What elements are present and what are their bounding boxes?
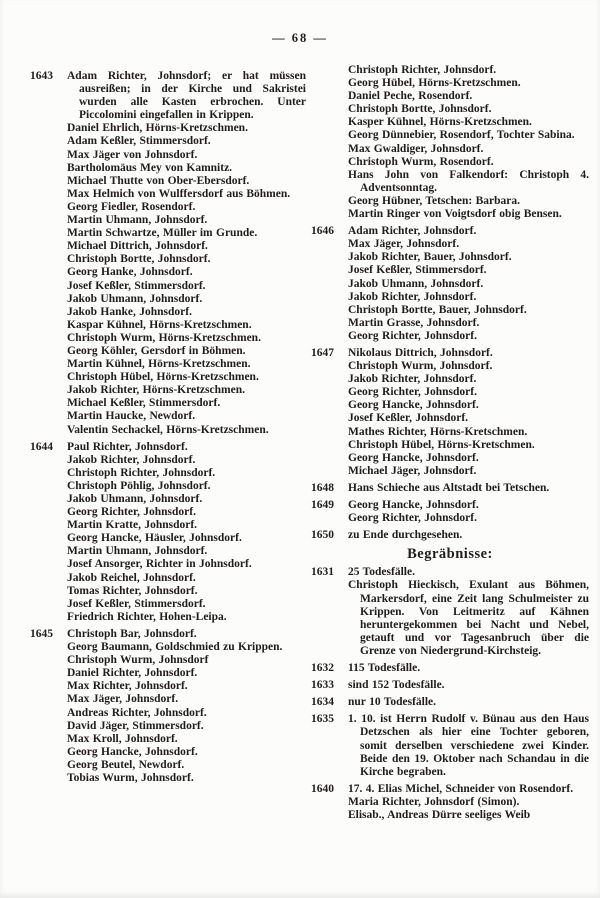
- register-entry: Adam Keßler, Stimmersdorf.: [67, 135, 211, 148]
- register-entry: Jakob Richter, Hörns-Kretzschmen.: [67, 384, 245, 397]
- year-block: [311, 64, 589, 221]
- register-entry: Christoph Wurm, Hörns-Kretzschmen.: [67, 331, 261, 344]
- register-entry: Georg Dünnebier, Rosendorf, Tochter Sabina.: [348, 129, 575, 142]
- register-entry: Tomas Richter, Johnsdorf.: [67, 584, 198, 597]
- register-entry: Josef Keßler, Stimmersdorf.: [67, 597, 206, 610]
- register-entry: Daniel Richter, Johnsdorf.: [67, 667, 198, 680]
- register-entry: Michael Keßler, Stimmersdorf.: [67, 397, 221, 410]
- register-entry: Christoph Bar, Johnsdorf.: [67, 627, 197, 640]
- year-label: 1635: [311, 713, 334, 726]
- register-entry: Georg Hübner, Tetschen: Barbara.: [348, 194, 520, 207]
- entry-list: [348, 529, 589, 542]
- register-entry: Christoph Wurm, Johnsdorf.: [348, 360, 493, 373]
- register-entry: Max Jäger, Johnsdorf.: [348, 238, 460, 251]
- register-entry: Jakob Uhmann, Johnsdorf.: [348, 277, 484, 290]
- register-entry: Tobias Wurm, Johnsdorf.: [67, 771, 194, 784]
- register-entry: Georg Hübel, Hörns-Kretzschmen.: [348, 77, 521, 90]
- year-label: 1632: [311, 662, 334, 675]
- register-entry: Georg Fiedler, Rosendorf.: [67, 200, 196, 213]
- right-text-column: [311, 64, 589, 826]
- register-entry: Max Jäger, Johnsdorf.: [67, 693, 179, 706]
- year-block: [311, 347, 589, 478]
- year-block: [30, 628, 306, 785]
- register-entry: Jakob Richter, Bauer, Johnsdorf.: [348, 251, 512, 264]
- register-entry: Christoph Hieckisch, Exulant aus Böhmen, Markersdorf, eine Zeit lang Schulmeister zu Krippen. Von Leitmeritz auf Kähnen heruntergekommen bei Nacht und Nebel, getauft und vor Tagesanbruch über die Grenze von Niedergrund-Kirchsteig.: [348, 579, 589, 657]
- register-entry: Josef Keßler, Johnsdorf.: [348, 412, 469, 425]
- year-block: [311, 662, 589, 675]
- year-label: 1644: [30, 440, 53, 453]
- entry-list: [348, 225, 589, 343]
- register-entry: Georg Hancke, Häusler, Johnsdorf.: [67, 532, 242, 545]
- register-entry: Jakob Richter, Johnsdorf.: [348, 373, 477, 386]
- entry-list: [348, 347, 589, 478]
- register-entry: Georg Hanke, Johnsdorf.: [67, 266, 193, 279]
- entry-list: [67, 628, 306, 785]
- year-label: 1646: [311, 225, 334, 238]
- register-entry: Georg Hancke, Johnsdorf.: [348, 451, 479, 464]
- year-label: 1650: [311, 529, 334, 542]
- year-label: 1649: [311, 499, 334, 511]
- register-entry: Georg Richter, Johnsdorf.: [348, 512, 477, 525]
- register-entry: 115 Todesfälle.: [348, 662, 421, 675]
- register-entry: Georg Richter, Johnsdorf.: [348, 329, 477, 342]
- register-entry: Christoph Richter, Johnsdorf.: [67, 466, 216, 479]
- year-label: [311, 64, 348, 221]
- year-block: [30, 70, 306, 437]
- year-block: [311, 566, 589, 658]
- register-entry: Hans John von Falkendorf: Christoph 4. Adventsonntag.: [348, 168, 589, 194]
- year-label: 1643: [30, 70, 53, 82]
- year-block: [311, 482, 589, 495]
- year-label: 1648: [311, 481, 334, 494]
- register-entry: Hans Schieche aus Altstadt bei Tetschen.: [348, 481, 550, 494]
- entry-list: [348, 783, 589, 822]
- register-entry: 17. 4. Elias Michel, Schneider von Rosendorf.: [348, 782, 574, 795]
- register-entry: Adam Richter, Johnsdorf; er hat müssen ausreißen; in der Kirche und Sakristei wurden alle Kasten erbrochen. Unter Piccolomini eingefallen in Krippen.: [67, 70, 306, 122]
- register-entry: Christoph Bortte, Johnsdorf.: [67, 253, 211, 266]
- register-entry: 25 Todesfälle.: [348, 566, 415, 579]
- register-entry: Max Richter, Johnsdorf.: [67, 680, 188, 693]
- register-entry: 1. 10. ist Herrn Rudolf v. Bünau aus den Haus Detzschen als hier eine Tochter geboren, somit derselben verschiedene zwei Kinder. Beide den 19. Oktober nach Schandau in die Kirche begraben.: [348, 713, 589, 778]
- entry-list: [67, 70, 306, 437]
- register-entry: zu Ende durchgesehen.: [348, 529, 463, 542]
- register-entry: Josef Keßler, Stimmersdorf.: [67, 279, 206, 292]
- year-block: [30, 441, 306, 624]
- register-entry: Martin Schwartze, Müller im Grunde.: [67, 227, 258, 240]
- register-entry: Adam Richter, Johnsdorf.: [348, 225, 477, 238]
- register-entry: Christoph Hübel, Hörns-Kretzschmen.: [67, 371, 259, 384]
- register-entry: Kasper Kühnel, Hörns-Kretzschmen.: [348, 116, 532, 129]
- year-label: 1645: [30, 627, 53, 640]
- year-block: [311, 783, 589, 822]
- register-entry: Mathes Richter, Hörns-Kretschmen.: [348, 425, 528, 438]
- year-block: [311, 529, 589, 542]
- register-entry: Martin Grasse, Johnsdorf.: [348, 316, 480, 329]
- entry-list: [348, 566, 589, 658]
- register-entry: Martin Kratte, Johnsdorf.: [67, 519, 198, 532]
- register-entry: Maria Richter, Johnsdorf (Simon).: [348, 795, 520, 808]
- register-entry: Christoph Bortte, Johnsdorf.: [348, 103, 492, 116]
- register-entry: Martin Ringer von Voigtsdorf obig Bensen.: [348, 208, 562, 221]
- entry-list: [348, 696, 589, 709]
- register-entry: Kaspar Kühnel, Hörns-Kretzschmen.: [67, 318, 252, 331]
- register-entry: Michael Thutte von Ober-Ebersdorf.: [67, 174, 250, 187]
- register-entry: Andreas Richter, Johnsdorf.: [67, 706, 207, 719]
- register-entry: Michael Jäger, Johnsdorf.: [348, 464, 477, 477]
- register-entry: Georg Hancke, Johnsdorf.: [348, 399, 479, 412]
- entry-list: [348, 64, 589, 221]
- year-label: 1647: [311, 346, 334, 359]
- register-entry: Christoph Hübel, Hörns-Kretschmen.: [348, 438, 535, 451]
- register-entry: Georg Richter, Johnsdorf.: [348, 386, 477, 399]
- year-block: [311, 499, 589, 525]
- entry-list: [348, 499, 589, 525]
- register-entry: Christoph Richter, Johnsdorf.: [348, 64, 497, 76]
- register-entry: Bartholomäus Mey von Kamnitz.: [67, 161, 233, 174]
- register-entry: Jakob Uhmann, Johnsdorf.: [67, 292, 203, 305]
- register-entry: Max Kroll, Johnsdorf.: [67, 732, 178, 745]
- register-entry: sind 152 Todesfälle.: [348, 679, 445, 692]
- register-entry: Georg Hancke, Johnsdorf.: [348, 499, 479, 511]
- register-entry: Christoph Bortte, Bauer, Johnsdorf.: [348, 303, 527, 316]
- register-entry: Martin Haucke, Newdorf.: [67, 410, 196, 423]
- page-number: — 68 —: [272, 31, 328, 45]
- register-entry: Valentin Sechackel, Hörns-Kretzschmen.: [67, 423, 269, 436]
- register-entry: Daniel Ehrlich, Hörns-Kretzschmen.: [67, 122, 248, 135]
- entry-list: [348, 679, 589, 692]
- entry-list: [348, 482, 589, 495]
- register-entry: David Jäger, Stimmersdorf.: [67, 719, 204, 732]
- register-entry: Martin Kühnel, Hörns-Kretzschmen.: [67, 358, 251, 371]
- register-entry: Jakob Hanke, Johnsdorf.: [67, 305, 192, 318]
- register-entry: Josef Keßler, Stimmersdorf.: [348, 264, 487, 277]
- register-entry: Christoph Wurm, Rosendorf.: [348, 155, 494, 168]
- register-entry: nur 10 Todesfälle.: [348, 696, 437, 709]
- register-entry: Max Jäger von Johnsdorf.: [67, 148, 198, 161]
- year-block: [311, 225, 589, 343]
- year-label: 1640: [311, 782, 334, 795]
- register-entry: Georg Baumann, Goldschmied zu Krippen.: [67, 641, 283, 654]
- entry-list: [348, 713, 589, 778]
- register-entry: Jakob Richter, Johnsdorf.: [67, 453, 196, 466]
- register-entry: Georg Beutel, Newdorf.: [67, 758, 185, 771]
- register-entry: Elisab., Andreas Dürre seeliges Weib: [348, 808, 531, 821]
- register-entry: Martin Uhmann, Johnsdorf.: [67, 545, 208, 558]
- entry-list: [67, 441, 306, 624]
- register-entry: Jakob Uhmann, Johnsdorf.: [67, 493, 203, 505]
- year-block: [311, 713, 589, 778]
- section-heading-begraebnisse: Begräbnisse:: [407, 546, 493, 563]
- year-label: 1633: [311, 679, 334, 692]
- register-entry: Jakob Reichel, Johnsdorf.: [67, 571, 196, 584]
- entry-list: [348, 662, 589, 675]
- register-entry: Max Gwaldiger, Johnsdorf.: [348, 142, 484, 155]
- year-label: 1631: [311, 566, 334, 579]
- year-block: [311, 679, 589, 692]
- register-entry: Michael Dittrich, Johnsdorf.: [67, 240, 208, 253]
- year-block: [311, 696, 589, 709]
- left-text-column: [30, 70, 306, 789]
- register-entry: Jakob Richter, Johnsdorf.: [348, 290, 477, 303]
- register-entry: Paul Richter, Johnsdorf.: [67, 440, 188, 453]
- register-entry: Martin Uhmann, Johnsdorf.: [67, 214, 208, 227]
- register-entry: Daniel Peche, Rosendorf.: [348, 90, 473, 103]
- register-entry: Max Helmich von Wulffersdorf aus Böhmen.: [67, 187, 291, 200]
- register-entry: Josef Ansorger, Richter in Johnsdorf.: [67, 558, 252, 571]
- register-entry: Georg Hancke, Johnsdorf.: [67, 745, 198, 758]
- register-entry: Nikolaus Dittrich, Johnsdorf.: [348, 346, 493, 359]
- year-label: 1634: [311, 696, 334, 709]
- register-entry: Georg Köhler, Gersdorf in Böhmen.: [67, 344, 246, 357]
- register-entry: Georg Richter, Johnsdorf.: [67, 506, 196, 519]
- register-entry: Friedrich Richter, Hohen-Leipa.: [67, 610, 227, 623]
- register-entry: Christoph Wurm, Johnsdorf: [67, 654, 209, 667]
- register-entry: Christoph Pöhlig, Johnsdorf.: [67, 479, 211, 492]
